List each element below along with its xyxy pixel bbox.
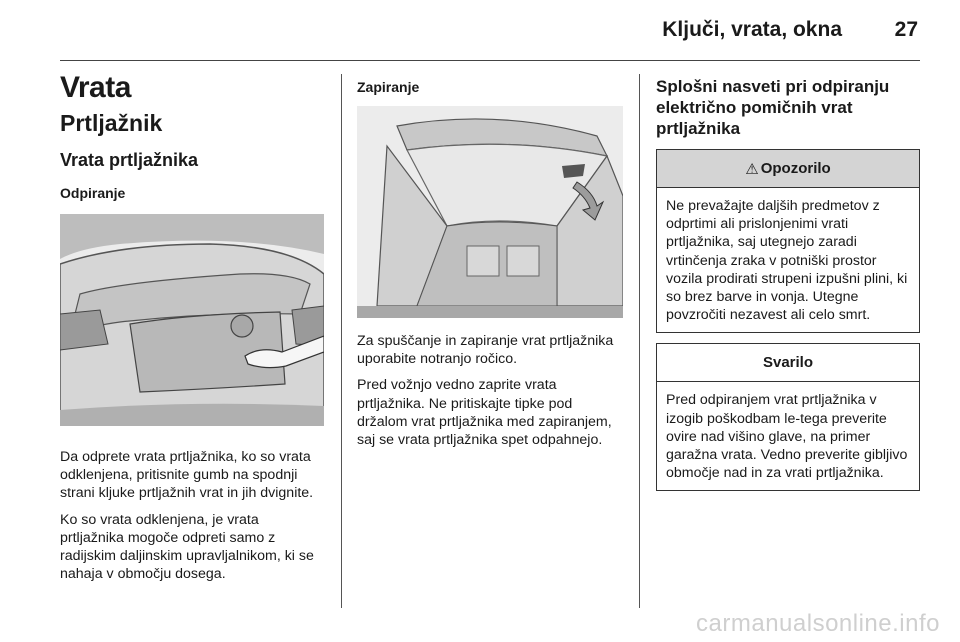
opening-paragraph-1: Da odprete vrata prtljažnika, ko so vrata odklenjena, pritisnite gumb na spodnji strani kljuke prtljažnih vrat in jih dvignite.: [60, 449, 314, 502]
closing-paragraph-1: Za spuščanje in zapiranje vrat prtljažnika uporabite notranjo ročico.: [357, 333, 614, 368]
tailgate-handle-illustration: [60, 214, 324, 426]
warning-box-header: [657, 150, 919, 188]
subsubsection-title: Vrata prtljažnika: [60, 150, 199, 170]
general-advice-heading: Splošni nasveti pri odpiranju električno pomičnih vrat prtljažnika: [656, 77, 890, 138]
page-number: 27: [894, 18, 918, 41]
caution-text: Pred odpiranjem vrat prtljažnika v izogib poškodbam le-tega preverite ovire nad višino glave, na primer garažna vrata. Vedno preverite gibljivo območje nad in za vrati prtljažnika.: [666, 392, 908, 482]
closing-heading: Zapiranje: [357, 79, 420, 95]
chapter-title: Ključi, vrata, okna: [662, 18, 842, 41]
column-2: [357, 70, 623, 449]
warning-triangle-icon: ⚠: [745, 160, 759, 178]
closing-paragraph-2: Pred vožnjo vedno zaprite vrata prtljažnika. Ne pritiskajte tipke pod držalom vrat prtljažnika med zapiranjem, saj se vrata prtljažnika spet odpahnejo.: [357, 377, 612, 449]
page-header: [0, 0, 960, 60]
column-divider-1: [341, 74, 342, 608]
caution-box-header: [657, 344, 919, 382]
subsection-title: Prtljažnik: [60, 110, 163, 136]
warning-text: Ne prevažajte daljših predmetov z odprtimi ali prislonjenimi vrati prtljažnika, saj utegnejo zaradi vrtinčenja zraka v potniški prostor vozila prodirati strupeni izpušni plini, ki so brez barve in vonja. Utegne povzročiti nezavest ali celo smrt.: [666, 198, 908, 324]
warning-title: Opozorilo: [760, 160, 831, 177]
column-divider-2: [639, 74, 640, 608]
watermark: carmanualsonline.info: [696, 610, 940, 637]
section-title: Vrata: [60, 71, 131, 104]
tailgate-closing-illustration: [357, 106, 623, 318]
caution-box: [656, 343, 920, 491]
opening-heading: Odpiranje: [60, 185, 126, 201]
column-1: [60, 70, 326, 583]
header-rule: [60, 60, 920, 61]
opening-paragraph-2: Ko so vrata odklenjena, je vrata prtljažnika mogoče odpreti samo z radijskim daljinskim upravljalnikom, ki se nahaja v območju dosega.: [60, 511, 314, 583]
column-3: [656, 70, 920, 491]
caution-title: Svarilo: [762, 354, 814, 372]
warning-box: [656, 149, 920, 333]
